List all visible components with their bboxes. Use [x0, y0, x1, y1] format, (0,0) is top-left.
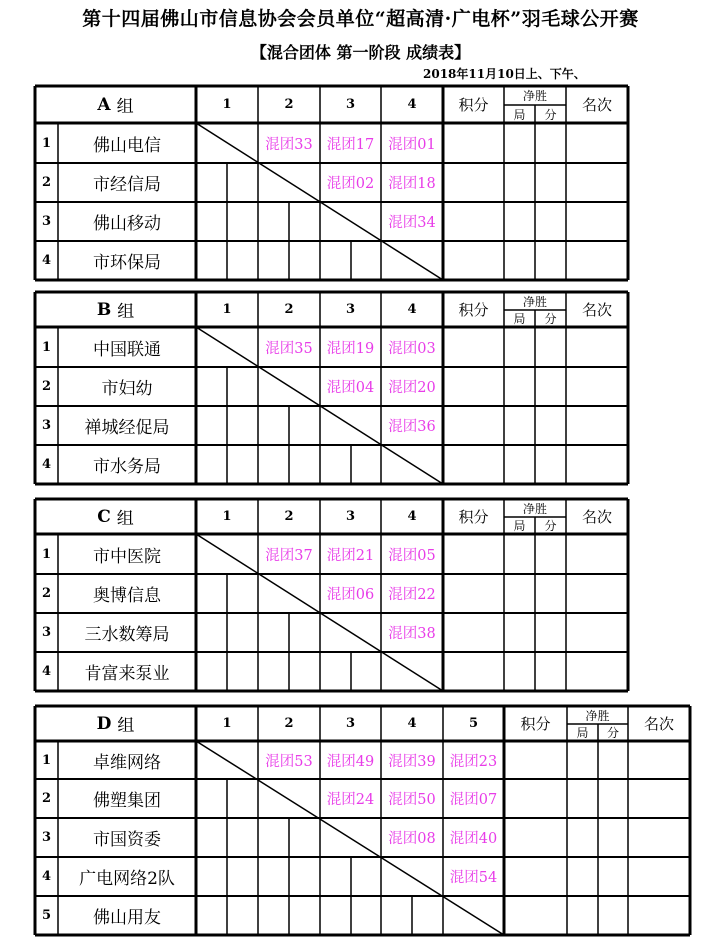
team-name: 市中医院	[93, 546, 161, 567]
column-header: 3	[345, 302, 356, 317]
score-header: 分	[544, 107, 557, 122]
team-name: 佛山移动	[93, 214, 161, 234]
score-header: 分	[544, 519, 557, 533]
match-code: 混团20	[388, 380, 436, 396]
row-number: 2	[41, 175, 52, 190]
row-number: 3	[41, 625, 52, 640]
row-number: 2	[41, 791, 52, 806]
match-code: 混团01	[388, 136, 436, 153]
rank-header: 名次	[581, 301, 612, 319]
team-name: 三水数筹局	[84, 625, 170, 645]
team-name: 佛山电信	[93, 135, 161, 156]
row-number: 3	[41, 418, 52, 433]
row-number: 2	[41, 586, 52, 601]
team-name: 禅城经促局	[84, 418, 170, 438]
column-header: 2	[284, 97, 294, 112]
group-letter: D	[96, 713, 112, 734]
row-number: 1	[41, 752, 52, 768]
column-header: 5	[468, 716, 479, 731]
match-code: 混团04	[326, 380, 375, 396]
team-name: 肯富来泵业	[84, 664, 170, 684]
team-name: 市经信局	[93, 175, 161, 195]
column-header: 1	[222, 716, 232, 731]
match-code: 混团17	[326, 136, 375, 153]
rank-header: 名次	[581, 96, 612, 114]
rank-header: 名次	[581, 508, 612, 526]
team-name: 市水务局	[93, 457, 161, 477]
team-name: 广电网络2队	[79, 869, 175, 889]
team-name: 佛塑集团	[93, 791, 161, 811]
column-header: 1	[222, 509, 232, 524]
match-code: 混团19	[326, 340, 375, 357]
match-code: 混团34	[388, 215, 436, 231]
match-code: 混团08	[388, 831, 436, 847]
match-code: 混团40	[449, 831, 498, 847]
net-wins-header: 净胜	[585, 708, 610, 723]
column-header: 2	[284, 509, 294, 524]
column-header: 4	[407, 509, 417, 524]
group-letter: B	[96, 299, 112, 320]
group-d-table	[0, 706, 721, 939]
row-number: 1	[41, 135, 52, 151]
team-name: 中国联通	[93, 339, 161, 360]
column-header: 1	[222, 302, 232, 317]
group-letter: A	[97, 94, 111, 115]
column-header: 4	[407, 302, 417, 317]
row-number: 4	[41, 253, 52, 268]
team-name: 卓维网络	[93, 752, 161, 773]
column-header: 3	[345, 716, 356, 731]
row-number: 1	[41, 546, 52, 562]
group-c-table	[0, 499, 721, 695]
team-name: 市妇幼	[101, 379, 153, 399]
column-header: 4	[407, 716, 417, 731]
net-wins-header: 净胜	[522, 294, 547, 309]
group-suffix: 组	[117, 302, 135, 322]
match-code: 混团18	[388, 176, 436, 192]
team-name: 佛山用友	[93, 908, 161, 928]
score-header: 分	[606, 726, 619, 740]
games-header: 局	[513, 519, 526, 533]
match-code: 混团35	[265, 340, 313, 357]
score-header: 分	[544, 312, 557, 326]
match-code: 混团07	[449, 792, 498, 808]
column-header: 2	[284, 716, 294, 731]
group-name	[35, 292, 196, 327]
page-subtitle: 【混合团体 第一阶段 成绩表】	[250, 43, 471, 62]
row-number: 3	[41, 830, 52, 845]
rank-header: 名次	[643, 715, 674, 733]
row-number: 1	[41, 339, 52, 355]
group-letter: C	[97, 506, 111, 527]
column-header: 3	[345, 97, 356, 112]
match-code: 混团49	[326, 753, 375, 770]
match-code: 混团39	[388, 753, 436, 770]
column-header: 4	[407, 97, 417, 112]
net-wins-header: 净胜	[522, 89, 547, 103]
group-suffix: 组	[116, 509, 134, 529]
row-number: 5	[41, 908, 52, 923]
points-header: 积分	[520, 715, 551, 733]
row-number: 4	[41, 869, 52, 884]
match-code: 混团24	[326, 792, 375, 808]
match-code: 混团38	[388, 626, 436, 642]
team-name: 市环保局	[93, 253, 161, 273]
row-number: 3	[41, 214, 52, 229]
match-code: 混团06	[326, 587, 375, 603]
column-header: 3	[345, 509, 356, 524]
match-code: 混团37	[265, 547, 313, 564]
points-header: 积分	[458, 96, 489, 114]
match-code: 混团33	[265, 136, 313, 153]
points-header: 积分	[458, 508, 489, 526]
row-number: 2	[41, 379, 52, 394]
event-date: 2018年11月10日上、下午、	[423, 67, 586, 81]
match-code: 混团36	[388, 419, 436, 435]
games-header: 局	[513, 107, 526, 122]
match-code: 混团02	[326, 176, 375, 192]
match-code: 混团54	[449, 870, 498, 886]
column-header: 1	[222, 97, 232, 112]
net-wins-header: 净胜	[522, 501, 547, 516]
group-a-table	[0, 86, 721, 284]
team-name: 市国资委	[93, 830, 161, 850]
match-code: 混团03	[388, 340, 436, 357]
group-name	[35, 706, 196, 741]
group-name	[35, 86, 196, 123]
match-code: 混团23	[449, 753, 498, 770]
points-header: 积分	[458, 301, 489, 319]
games-header: 局	[576, 726, 589, 740]
row-number: 4	[41, 457, 52, 472]
team-name: 奥博信息	[93, 586, 161, 606]
page-title: 第十四届佛山市信息协会会员单位“超高清·广电杯”羽毛球公开赛	[82, 8, 639, 30]
match-code: 混团50	[388, 792, 436, 808]
group-suffix: 组	[117, 716, 135, 736]
group-b-table	[0, 292, 721, 488]
games-header: 局	[513, 312, 526, 326]
match-code: 混团05	[388, 547, 436, 564]
row-number: 4	[41, 664, 52, 679]
column-header: 2	[284, 302, 294, 317]
group-name	[35, 499, 196, 534]
match-code: 混团22	[388, 587, 436, 603]
group-suffix: 组	[116, 97, 134, 117]
match-code: 混团53	[265, 753, 313, 770]
match-code: 混团21	[326, 547, 375, 564]
